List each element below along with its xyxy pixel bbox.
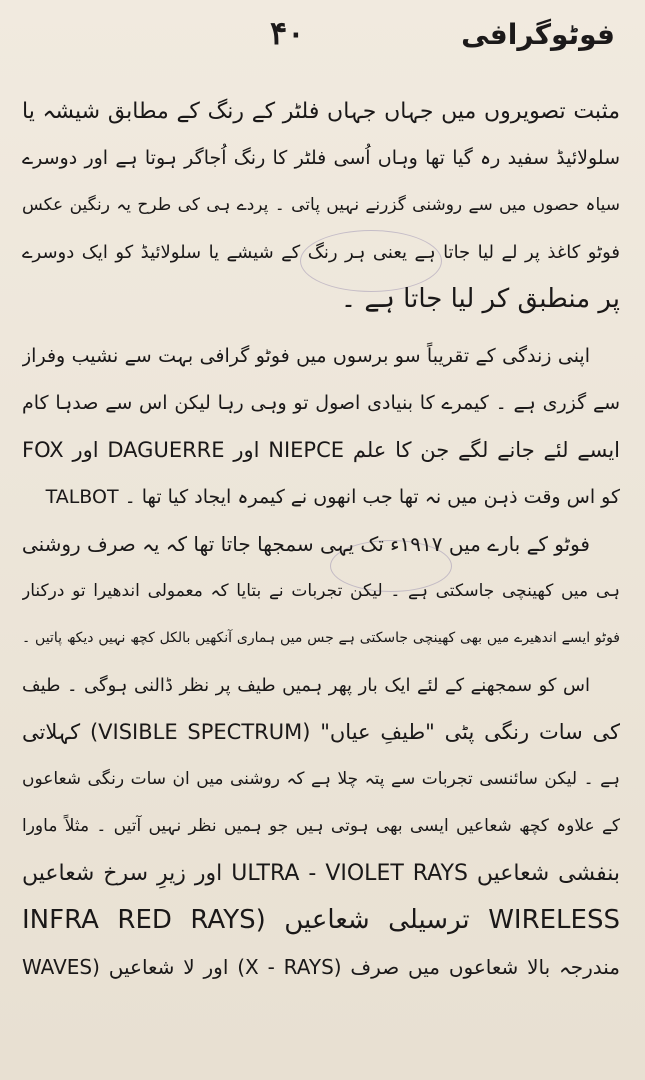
paragraph	[22, 521, 620, 991]
text-line: TALBOT کو اس وقت ذہن میں نہ تھا جب انھوں نے کیمرہ ایجاد کیا تھا ۔	[45, 486, 620, 508]
page-number: ۴۰	[270, 14, 305, 52]
text-line: سے گزری ہے ۔ کیمرے کا بنیادی اصول تو وہی رہا لیکن اس سے صدہا کام	[22, 392, 620, 414]
text-line: ایسے لئے جانے لگے جن کا علم NIEPCE اور DAGUERRE اور FOX	[22, 438, 620, 462]
text-line: INFRA RED RAYS) ترسیلی شعاعیں WIRELESS	[22, 905, 620, 935]
text-line: اس کو سمجھنے کے لئے ایک بار پھر ہمیں طیف پر نظر ڈالنی ہوگی ۔ طیف	[22, 675, 590, 696]
body-text	[22, 88, 620, 991]
text-line: پر منطبق کر لیا جاتا ہے ۔	[340, 284, 620, 314]
text-line: فوٹو ایسے اندھیرے میں بھی کھینچی جاسکتی ہے جس میں ہماری آنکھیں بالکل کچھ نہیں دیکھ پاتیں ۔	[22, 630, 620, 646]
text-line: فوٹو کے بارے میں ١٩١٧ء تک یہی سمجھا جاتا تھا کہ یہ صرف روشنی	[22, 532, 590, 556]
text-line: ہے ۔ لیکن سائنسی تجربات سے پتہ چلا ہے کہ روشنی میں ان سات رنگی شعاعوں	[22, 769, 620, 789]
text-line: بنفشی شعاعیں ULTRA - VIOLET RAYS اور زیرِ سرخ شعاعیں	[22, 861, 620, 886]
text-line: فوٹو کاغذ پر لے لیا جاتا ہے یعنی ہر رنگ کے شیشے یا سلولائیڈ کو ایک دوسرے	[22, 242, 620, 263]
page-header	[0, 14, 645, 64]
running-head: فوٹوگرافی	[461, 18, 615, 51]
text-line: WAVES) اور لا شعاعیں (X - RAYS) مندرجہ بالا شعاعوں میں صرف	[22, 955, 620, 979]
text-line: مثبت تصویروں میں جہاں جہاں فلٹر کے رنگ کے مطابق شیشہ یا	[22, 99, 620, 124]
paragraph	[22, 88, 620, 323]
paragraph	[22, 333, 620, 521]
text-line: کی سات رنگی پٹی "طیفِ عیاں" (VISIBLE SPECTRUM) کہلاتی	[22, 720, 620, 744]
text-line: سیاہ حصوں میں سے روشنی گزرنے نہیں پاتی ۔ پردے ہی کی طرح یہ رنگین عکس	[22, 195, 620, 215]
text-line: کے علاوہ کچھ شعاعیں ایسی بھی ہوتی ہیں جو ہمیں نظر نہیں آتیں ۔ مثلاً ماورا	[22, 816, 620, 836]
text-line: اپنی زندگی کے تقریباً سو برسوں میں فوٹو گرافی بہت سے نشیب وفراز	[22, 345, 590, 367]
text-line: سلولائیڈ سفید رہ گیا تھا وہاں اُسی فلٹر کا رنگ اُجاگر ہوتا ہے اور دوسرے	[22, 147, 620, 169]
text-line: ہی میں کھینچی جاسکتی ہے ۔ لیکن تجربات نے بتایا کہ معمولی اندھیرا تو درکنار	[22, 581, 620, 601]
